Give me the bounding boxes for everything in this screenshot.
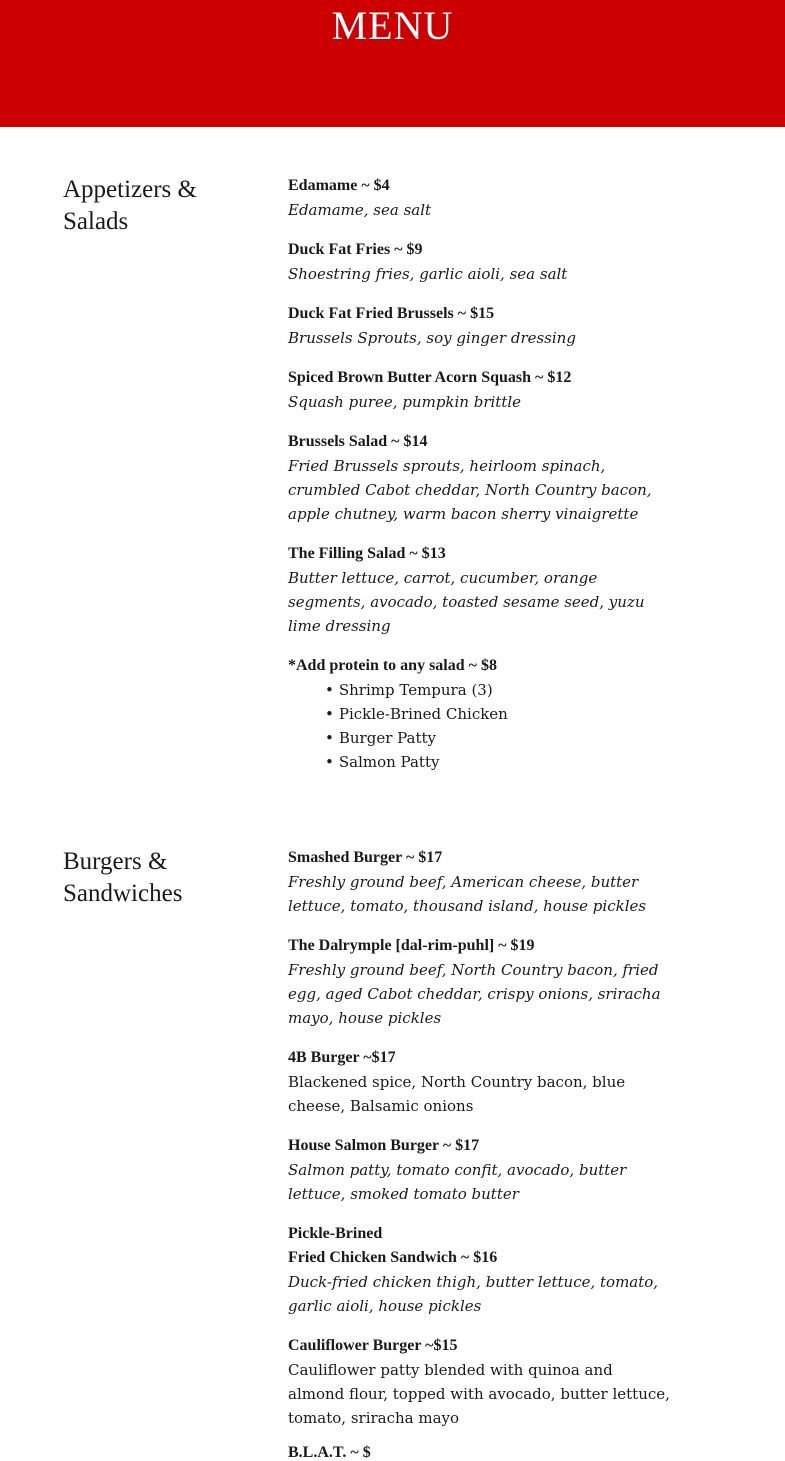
item-name: Duck Fat Fries ~ $9 bbox=[288, 241, 423, 258]
menu-item bbox=[288, 934, 673, 1030]
item-description: Fried Brussels sprouts, heirloom spinach, crumbled Cabot cheddar, North Country bacon, apple chutney, warm bacon sherry vinaigrette bbox=[288, 457, 652, 523]
menu-item bbox=[288, 1222, 673, 1318]
item-name-line1: Pickle-Brined bbox=[288, 1225, 383, 1242]
menu-item bbox=[288, 366, 673, 414]
menu-item bbox=[288, 302, 673, 350]
list-item: • Salmon Patty bbox=[325, 753, 440, 771]
addon-list bbox=[288, 678, 673, 774]
menu-item bbox=[288, 1046, 673, 1118]
item-description: Edamame, sea salt bbox=[288, 201, 432, 219]
item-name: Smashed Burger ~ $17 bbox=[288, 849, 443, 866]
item-name: Duck Fat Fried Brussels ~ $15 bbox=[288, 305, 495, 322]
menu-item bbox=[288, 846, 673, 918]
section-burgers-items bbox=[288, 846, 673, 1446]
item-description: Salmon patty, tomato confit, avocado, butter lettuce, smoked tomato butter bbox=[288, 1161, 627, 1203]
item-name: Edamame ~ $4 bbox=[288, 177, 390, 194]
section-title-appetizers: Appetizers & Salads bbox=[63, 176, 197, 235]
list-item: • Pickle-Brined Chicken bbox=[325, 705, 508, 723]
item-name: Cauliflower Burger ~$15 bbox=[288, 1337, 458, 1354]
item-name-line2: Fried Chicken Sandwich ~ $16 bbox=[288, 1249, 498, 1266]
list-item: • Shrimp Tempura (3) bbox=[325, 681, 493, 699]
list-item: • Burger Patty bbox=[325, 729, 437, 747]
section-title-burgers: Burgers & Sandwiches bbox=[63, 848, 183, 907]
header-banner bbox=[0, 0, 785, 127]
menu-title: MENU bbox=[331, 3, 454, 48]
item-name: The Dalrymple [dal-rim-puhl] ~ $19 bbox=[288, 937, 535, 954]
item-description: Freshly ground beef, American cheese, butter lettuce, tomato, thousand island, house pickles bbox=[288, 873, 647, 915]
item-description: Freshly ground beef, North Country bacon, fried egg, aged Cabot cheddar, crispy onions, sriracha mayo, house pickles bbox=[288, 961, 661, 1027]
item-description: Duck-fried chicken thigh, butter lettuce, tomato, garlic aioli, house pickles bbox=[288, 1273, 659, 1315]
item-name: House Salmon Burger ~ $17 bbox=[288, 1137, 480, 1154]
section-appetizers-items bbox=[288, 174, 673, 790]
protein-addon bbox=[288, 654, 673, 774]
item-description: Squash puree, pumpkin brittle bbox=[288, 393, 522, 411]
item-name: Spiced Brown Butter Acorn Squash ~ $12 bbox=[288, 369, 572, 386]
item-description: Shoestring fries, garlic aioli, sea salt bbox=[288, 265, 568, 283]
cutoff-item-name: B.L.A.T. ~ $ bbox=[288, 1444, 371, 1461]
item-name: 4B Burger ~$17 bbox=[288, 1049, 396, 1066]
menu-item bbox=[288, 238, 673, 286]
menu-item bbox=[288, 1334, 673, 1430]
item-name: Brussels Salad ~ $14 bbox=[288, 433, 428, 450]
menu-item bbox=[288, 542, 673, 638]
menu-item bbox=[288, 1134, 673, 1206]
item-description: Blackened spice, North Country bacon, blue cheese, Balsamic onions bbox=[288, 1073, 626, 1115]
addon-title: *Add protein to any salad ~ $8 bbox=[288, 657, 497, 674]
item-name: The Filling Salad ~ $13 bbox=[288, 545, 446, 562]
item-description: Brussels Sprouts, soy ginger dressing bbox=[288, 329, 576, 347]
menu-item bbox=[288, 174, 673, 222]
item-description: Cauliflower patty blended with quinoa and almond flour, topped with avocado, butter lettuce, tomato, sriracha mayo bbox=[288, 1361, 670, 1427]
menu-item bbox=[288, 430, 673, 526]
item-description: Butter lettuce, carrot, cucumber, orange segments, avocado, toasted sesame seed, yuzu lime dressing bbox=[288, 569, 645, 635]
